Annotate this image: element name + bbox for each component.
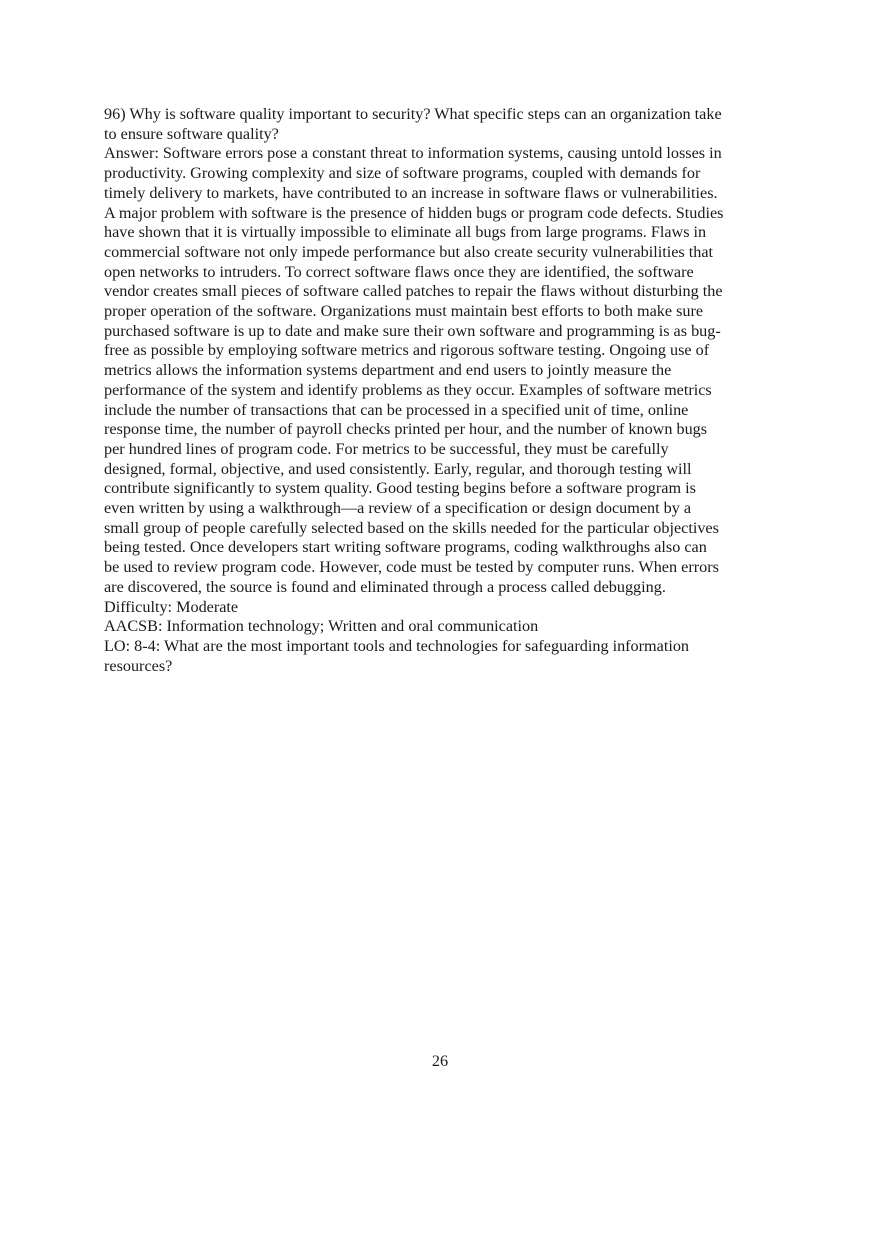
question-line: 96) Why is software quality important to security? What specific steps can an organization take <box>104 105 722 123</box>
answer-line: performance of the system and identify problems as they occur. Examples of software metrics <box>104 380 712 399</box>
answer-line: response time, the number of payroll checks printed per hour, and the number of known bugs <box>104 420 708 439</box>
answer-line: being tested. Once developers start writing software programs, coding walkthroughs also can <box>104 538 707 557</box>
answer-line: metrics allows the information systems department and end users to jointly measure the <box>104 361 672 380</box>
answer-line: open networks to intruders. To correct software flaws once they are identified, the software <box>104 262 694 281</box>
metadata-block <box>104 598 784 677</box>
answer-line: per hundred lines of program code. For metrics to be successful, they must be carefully <box>104 439 669 458</box>
document-body <box>104 105 784 676</box>
answer-line: timely delivery to markets, have contributed to an increase in software flaws or vulnerabilities. <box>104 183 718 202</box>
answer-line: vendor creates small pieces of software called patches to repair the flaws without disturbing the <box>104 282 723 301</box>
answer-line: include the number of transactions that can be processed in a specified unit of time, online <box>104 400 689 419</box>
learning-objective-line: LO: 8-4: What are the most important tools and technologies for safeguarding information <box>104 636 690 655</box>
answer-line: small group of people carefully selected based on the skills needed for the particular objectives <box>104 518 719 537</box>
question-line: to ensure software quality? <box>104 124 279 143</box>
answer-line: even written by using a walkthrough—a review of a specification or design document by a <box>104 499 692 518</box>
answer-line: A major problem with software is the presence of hidden bugs or program code defects. Studies <box>104 203 724 222</box>
answer-line: proper operation of the software. Organizations must maintain best efforts to both make sure <box>104 302 704 321</box>
answer-line: commercial software not only impede performance but also create security vulnerabilities that <box>104 242 714 261</box>
question-block <box>104 105 784 144</box>
answer-line: Answer: Software errors pose a constant threat to information systems, causing untold losses in <box>104 144 722 163</box>
answer-line: purchased software is up to date and make sure their own software and programming is as bug- <box>104 321 721 340</box>
answer-line: are discovered, the source is found and eliminated through a process called debugging. <box>104 577 666 596</box>
answer-line: productivity. Growing complexity and size of software programs, coupled with demands for <box>104 164 701 183</box>
answer-block <box>104 144 784 597</box>
learning-objective-line: resources? <box>104 656 173 675</box>
answer-line: designed, formal, objective, and used consistently. Early, regular, and thorough testing will <box>104 459 692 478</box>
aacsb-line: AACSB: Information technology; Written and oral communication <box>104 617 539 636</box>
answer-line: be used to review program code. However, code must be tested by computer runs. When errors <box>104 558 719 577</box>
answer-line: free as possible by employing software metrics and rigorous software testing. Ongoing use of <box>104 341 710 360</box>
difficulty-line: Difficulty: Moderate <box>104 597 239 616</box>
answer-line: contribute significantly to system quality. Good testing begins before a software program is <box>104 479 696 498</box>
answer-line: have shown that it is virtually impossible to eliminate all bugs from large programs. Flaws in <box>104 223 707 242</box>
page-number: 26 <box>431 1052 449 1070</box>
